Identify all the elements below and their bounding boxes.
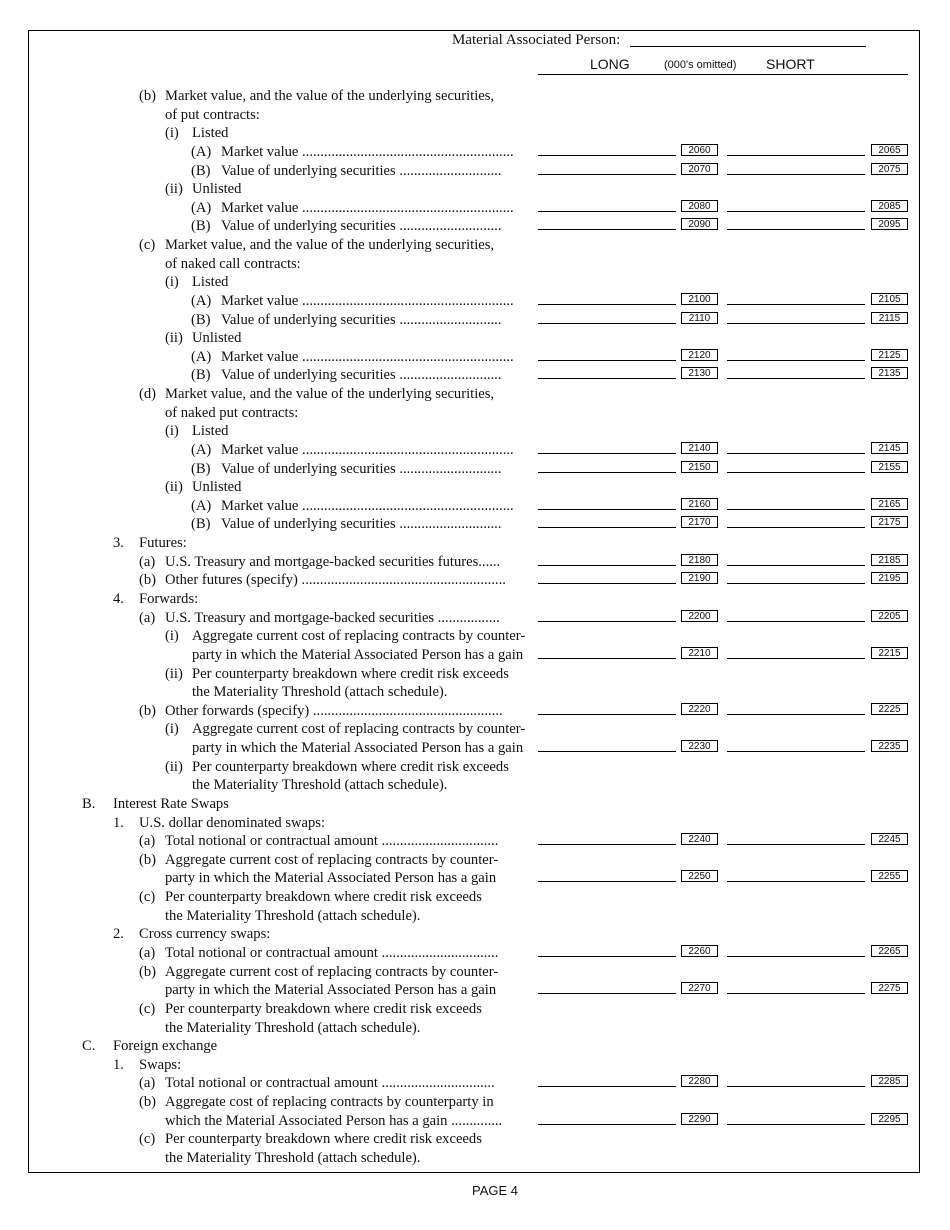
item-label: of naked call contracts: [165,255,301,272]
short-line-code: 2095 [871,218,908,230]
form-row [0,944,950,963]
form-row [0,199,950,218]
long-value-field[interactable] [538,323,676,324]
form-row [0,963,950,982]
item-label: Value of underlying securities ............................ [221,367,502,384]
item-label: Market value .......................................................... [221,497,514,514]
item-number: (c) [139,1000,156,1017]
item-label: Interest Rate Swaps [113,795,229,812]
short-line-code: 2085 [871,200,908,212]
form-row [0,255,950,274]
form-row [0,571,950,590]
short-value-field[interactable] [727,621,865,622]
item-label: Per counterparty breakdown where credit risk exceeds [165,1000,482,1017]
short-line-code: 2065 [871,144,908,156]
item-label: of put contracts: [165,106,260,123]
short-value-field[interactable] [727,751,865,752]
form-row [0,665,950,684]
short-line-code: 2255 [871,870,908,882]
form-row [0,1149,950,1168]
form-row [0,1093,950,1112]
form-row [0,888,950,907]
item-label: Total notional or contractual amount ................................ [165,833,499,850]
short-value-field[interactable] [727,509,865,510]
short-line-code: 2235 [871,740,908,752]
long-value-field[interactable] [538,229,676,230]
short-value-field[interactable] [727,155,865,156]
item-label: Listed [192,423,229,440]
short-value-field[interactable] [727,323,865,324]
form-row [0,739,950,758]
item-label: Value of underlying securities ............................ [221,516,502,533]
form-row [0,385,950,404]
form-row [0,217,950,236]
item-label: Market value, and the value of the underlying securities, [165,88,495,104]
item-number: (B) [191,516,211,533]
item-number: (A) [191,292,212,309]
item-number: 4. [113,591,124,607]
item-label: Aggregate current cost of replacing contracts by counter- [165,963,499,980]
item-number: (c) [139,1131,156,1148]
item-label: Forwards: [139,591,199,607]
form-row [0,553,950,572]
long-line-code: 2200 [681,610,718,622]
item-number: (B) [191,218,211,235]
item-label: Market value .......................................................... [221,292,514,309]
item-number: 1. [113,1056,124,1073]
long-line-code: 2290 [681,1113,718,1125]
long-value-field[interactable] [538,583,676,584]
item-label: Aggregate current cost of replacing contracts by counter- [192,721,526,738]
short-value-field[interactable] [727,174,865,175]
item-number: (a) [139,944,156,961]
form-row [0,497,950,516]
item-label: Total notional or contractual amount ............................... [165,1075,495,1092]
col-short-header: SHORT [766,56,815,72]
long-line-code: 2240 [681,833,718,845]
form-row [0,534,950,553]
short-line-code: 2075 [871,163,908,175]
long-value-field[interactable] [538,621,676,622]
long-line-code: 2090 [681,218,718,230]
form-row [0,124,950,143]
long-value-field[interactable] [538,509,676,510]
item-label: U.S. Treasury and mortgage-backed securities futures...... [165,553,501,570]
short-value-field[interactable] [727,211,865,212]
item-number: (a) [139,609,156,626]
form-row [0,776,950,795]
item-number: (A) [191,199,212,216]
form-row [0,143,950,162]
item-number: (b) [139,1094,157,1111]
form-row [0,590,950,609]
short-line-code: 2265 [871,945,908,957]
form-row [0,441,950,460]
long-line-code: 2190 [681,572,718,584]
page-number: PAGE 4 [471,1183,518,1198]
form-row [0,758,950,777]
item-label: party in which the Material Associated Person has a gain [165,870,497,887]
form-row [0,460,950,479]
item-number: (i) [165,423,179,440]
short-value-field[interactable] [727,881,865,882]
item-label: Unlisted [192,330,242,347]
form-row [0,162,950,181]
long-line-code: 2080 [681,200,718,212]
long-value-field[interactable] [538,155,676,156]
map-name-field[interactable] [630,46,866,47]
form-row [0,1074,950,1093]
short-value-field[interactable] [727,714,865,715]
item-label: Per counterparty breakdown where credit risk exceeds [165,1131,482,1148]
form-row [0,366,950,385]
form-row [0,236,950,255]
short-line-code: 2285 [871,1075,908,1087]
item-number: (A) [191,143,212,160]
long-line-code: 2260 [681,945,718,957]
item-number: C. [82,1038,96,1055]
long-value-field[interactable] [538,453,676,454]
short-line-code: 2115 [871,312,908,324]
form-row [0,851,950,870]
item-label: Other futures (specify) ........................................................ [165,572,506,589]
short-value-field[interactable] [727,304,865,305]
item-number: (b) [139,88,157,104]
form-row [0,273,950,292]
short-line-code: 2215 [871,647,908,659]
form-row [0,329,950,348]
item-number: B. [82,795,96,812]
long-line-code: 2060 [681,144,718,156]
item-label: U.S. Treasury and mortgage-backed securities ................. [165,609,500,626]
item-label: Aggregate cost of replacing contracts by counterparty in [165,1094,494,1111]
item-label: Other forwards (specify) .................................................... [165,702,503,719]
short-value-field[interactable] [727,453,865,454]
long-line-code: 2250 [681,870,718,882]
short-line-code: 2165 [871,498,908,510]
form-row [0,925,950,944]
long-value-field[interactable] [538,881,676,882]
item-label: Unlisted [192,479,242,496]
form-row [0,1056,950,1075]
long-line-code: 2230 [681,740,718,752]
form-row [0,609,950,628]
form-row [0,422,950,441]
short-line-code: 2175 [871,516,908,528]
item-label: Aggregate current cost of replacing contracts by counter- [165,851,499,868]
item-label: Futures: [139,535,187,552]
item-label: Market value .......................................................... [221,143,514,160]
item-label: Value of underlying securities ............................ [221,162,502,179]
short-line-code: 2105 [871,293,908,305]
form-row [0,981,950,1000]
short-value-field[interactable] [727,378,865,379]
short-line-code: 2195 [871,572,908,584]
long-line-code: 2280 [681,1075,718,1087]
long-value-field[interactable] [538,565,676,566]
item-label: Swaps: [139,1056,182,1073]
long-value-field[interactable] [538,844,676,845]
form-row [0,1037,950,1056]
item-number: (i) [165,125,179,142]
item-label: Value of underlying securities ............................ [221,460,502,477]
item-number: (ii) [165,479,183,496]
short-line-code: 2275 [871,982,908,994]
item-number: (d) [139,386,157,403]
long-line-code: 2100 [681,293,718,305]
item-label: Value of underlying securities ............................ [221,218,502,235]
long-line-code: 2120 [681,349,718,361]
item-number: 1. [113,814,124,831]
form-row [0,907,950,926]
short-value-field[interactable] [727,658,865,659]
item-number: (A) [191,497,212,514]
item-label: Unlisted [192,181,242,198]
form-row [0,832,950,851]
short-line-code: 2155 [871,461,908,473]
form-row [0,87,950,106]
item-label: Per counterparty breakdown where credit risk exceeds [192,758,509,775]
long-line-code: 2220 [681,703,718,715]
item-label: Per counterparty breakdown where credit risk exceeds [165,889,482,906]
item-label: the Materiality Threshold (attach schedule). [192,684,448,701]
item-number: (i) [165,721,179,738]
form-row [0,106,950,125]
long-line-code: 2210 [681,647,718,659]
item-number: (B) [191,367,211,384]
form-row [0,795,950,814]
item-label: Listed [192,125,229,142]
long-value-field[interactable] [538,1086,676,1087]
short-value-field[interactable] [727,1086,865,1087]
item-number: (B) [191,311,211,328]
item-label: Listed [192,274,229,291]
item-label: of naked put contracts: [165,404,299,421]
item-number: 3. [113,535,124,552]
item-number: (ii) [165,665,183,682]
long-value-field[interactable] [538,360,676,361]
item-label: Aggregate current cost of replacing contracts by counter- [192,628,526,645]
item-number: (b) [139,851,157,868]
form-row [0,478,950,497]
item-label: the Materiality Threshold (attach schedule). [165,907,421,924]
form-row [0,1130,950,1149]
long-value-field[interactable] [538,378,676,379]
form-row [0,869,950,888]
short-line-code: 2185 [871,554,908,566]
long-line-code: 2070 [681,163,718,175]
form-row [0,720,950,739]
item-label: U.S. dollar denominated swaps: [139,814,326,831]
short-value-field[interactable] [727,472,865,473]
map-label: Material Associated Person: [452,32,621,48]
short-value-field[interactable] [727,844,865,845]
item-number: (i) [165,274,179,291]
item-number: (A) [191,348,212,365]
form-row [0,683,950,702]
short-value-field[interactable] [727,1124,865,1125]
short-value-field[interactable] [727,565,865,566]
item-number: (ii) [165,181,183,198]
short-line-code: 2295 [871,1113,908,1125]
long-line-code: 2130 [681,367,718,379]
form-row [0,1112,950,1131]
long-value-field[interactable] [538,658,676,659]
long-value-field[interactable] [538,714,676,715]
form-row [0,404,950,423]
item-label: Market value .......................................................... [221,199,514,216]
long-value-field[interactable] [538,956,676,957]
short-line-code: 2245 [871,833,908,845]
form-row [0,814,950,833]
item-label: Market value, and the value of the underlying securities, [165,237,495,254]
short-line-code: 2205 [871,610,908,622]
item-label: Cross currency swaps: [139,926,271,943]
item-number: (ii) [165,330,183,347]
item-number: (b) [139,963,157,980]
long-line-code: 2270 [681,982,718,994]
item-label: the Materiality Threshold (attach schedule). [165,1149,421,1166]
item-label: Per counterparty breakdown where credit risk exceeds [192,665,509,682]
short-value-field[interactable] [727,993,865,994]
long-value-field[interactable] [538,472,676,473]
item-number: (c) [139,237,156,254]
item-number: (ii) [165,758,183,775]
item-number: (B) [191,162,211,179]
item-label: which the Material Associated Person has a gain .............. [165,1112,503,1129]
item-number: (c) [139,889,156,906]
form-row [0,1000,950,1019]
item-number: (B) [191,460,211,477]
form-row [0,646,950,665]
item-number: 2. [113,926,124,943]
item-label: Total notional or contractual amount ................................ [165,944,499,961]
item-label: Market value .......................................................... [221,441,514,458]
short-value-field[interactable] [727,583,865,584]
item-label: party in which the Material Associated Person has a gain [165,982,497,999]
long-line-code: 2150 [681,461,718,473]
form-row [0,627,950,646]
short-value-field[interactable] [727,527,865,528]
short-value-field[interactable] [727,229,865,230]
long-line-code: 2170 [681,516,718,528]
item-label: Market value, and the value of the underlying securities, [165,386,495,403]
col-omitted-note: (000's omitted) [664,59,737,71]
long-line-code: 2180 [681,554,718,566]
item-number: (i) [165,628,179,645]
short-line-code: 2145 [871,442,908,454]
col-long-header: LONG [590,56,630,72]
item-label: party in which the Material Associated Person has a gain [192,740,524,757]
short-line-code: 2125 [871,349,908,361]
long-line-code: 2160 [681,498,718,510]
long-value-field[interactable] [538,751,676,752]
item-label: Foreign exchange [113,1038,218,1055]
long-value-field[interactable] [538,211,676,212]
item-number: (a) [139,833,156,850]
item-label: party in which the Material Associated Person has a gain [192,646,524,663]
header-rule [538,74,908,75]
short-line-code: 2135 [871,367,908,379]
long-value-field[interactable] [538,993,676,994]
form-row [0,292,950,311]
long-value-field[interactable] [538,174,676,175]
long-line-code: 2140 [681,442,718,454]
form-row [0,348,950,367]
form-row [0,180,950,199]
item-label: the Materiality Threshold (attach schedule). [192,777,448,794]
form-row [0,311,950,330]
long-value-field[interactable] [538,1124,676,1125]
item-number: (b) [139,702,157,719]
form-row [0,702,950,721]
item-number: (a) [139,553,156,570]
item-label: the Materiality Threshold (attach schedule). [165,1019,421,1036]
item-number: (a) [139,1075,156,1092]
item-label: Value of underlying securities ............................ [221,311,502,328]
long-value-field[interactable] [538,527,676,528]
form-row [0,515,950,534]
short-line-code: 2225 [871,703,908,715]
short-value-field[interactable] [727,956,865,957]
item-number: (b) [139,572,157,589]
long-line-code: 2110 [681,312,718,324]
item-number: (A) [191,441,212,458]
item-label: Market value .......................................................... [221,348,514,365]
form-row [0,1019,950,1038]
short-value-field[interactable] [727,360,865,361]
long-value-field[interactable] [538,304,676,305]
